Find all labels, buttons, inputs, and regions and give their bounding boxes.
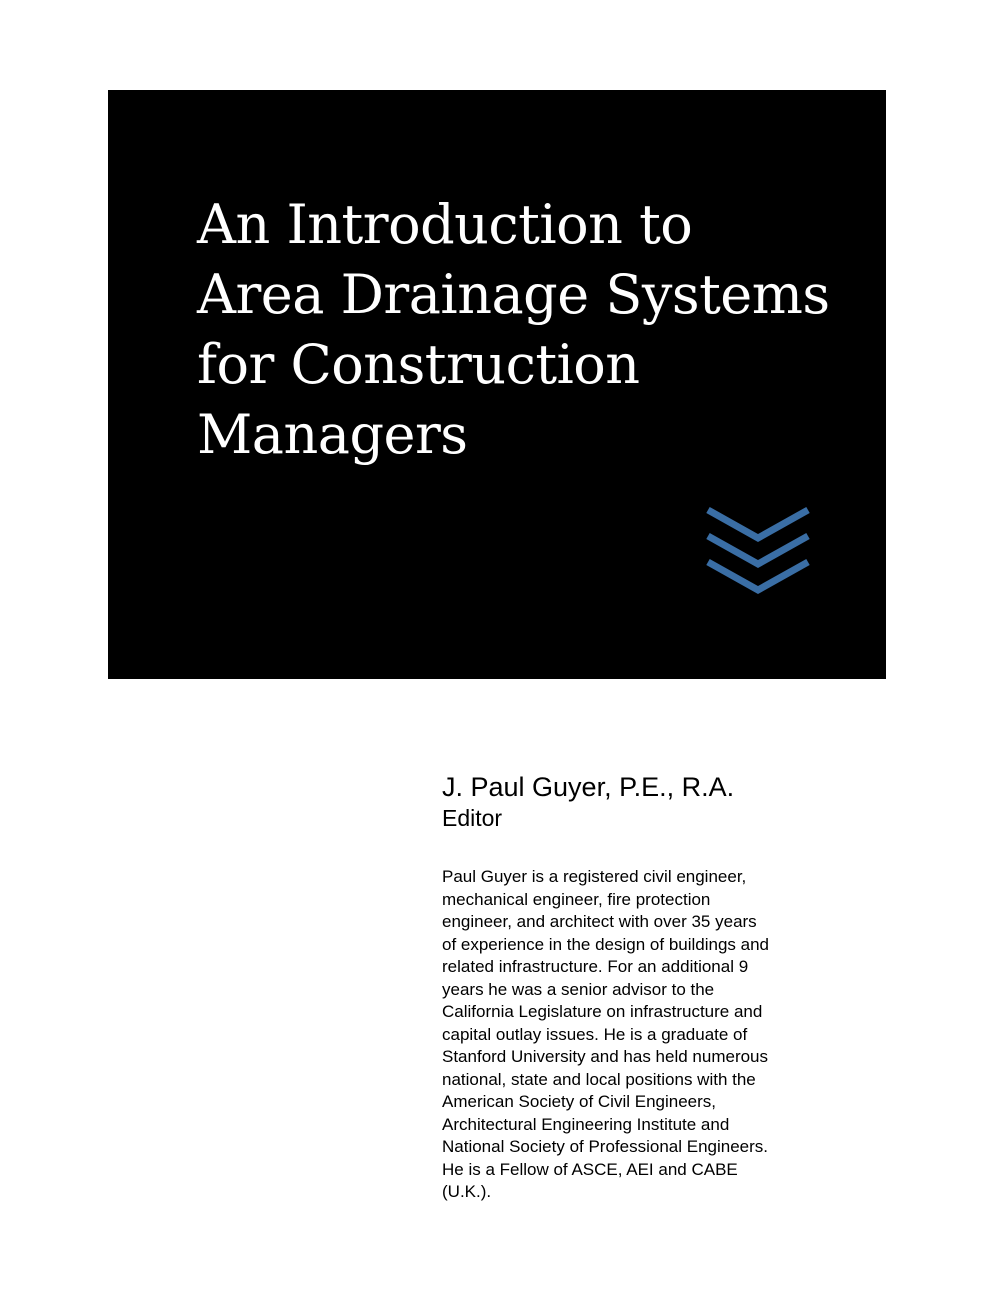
bio-line: Architectural Engineering Institute and <box>442 1114 730 1134</box>
author-bio <box>442 866 862 1204</box>
title-line-2: Area Drainage Systems <box>197 263 830 326</box>
author-block <box>442 770 862 1204</box>
bio-line: mechanical engineer, fire protection <box>442 889 711 909</box>
bio-line: related infrastructure. For an additional 9 <box>442 957 749 976</box>
title-line-3: for Construction <box>197 333 640 396</box>
bio-line: California Legislature on infrastructure and <box>442 1002 763 1021</box>
bio-line: of experience in the design of buildings and <box>442 934 770 954</box>
bio-line: engineer, and architect with over 35 years <box>442 912 757 931</box>
bio-line: American Society of Civil Engineers, <box>442 1092 717 1111</box>
cover-panel <box>108 90 886 679</box>
title-line-4: Managers <box>197 403 468 466</box>
author-name: J. Paul Guyer, P.E., R.A. <box>442 772 735 802</box>
bio-line: National Society of Professional Engineers. <box>442 1137 769 1156</box>
bio-line: (U.K.). <box>442 1182 492 1201</box>
bio-line: Stanford University and has held numerous <box>442 1047 769 1066</box>
bio-line: Paul Guyer is a registered civil engineer, <box>442 867 747 886</box>
author-role: Editor <box>442 805 503 831</box>
book-title <box>197 190 837 470</box>
bio-line: national, state and local positions with the <box>442 1069 756 1089</box>
bio-line: years he was a senior advisor to the <box>442 979 715 999</box>
bio-line: He is a Fellow of ASCE, AEI and CABE <box>442 1159 738 1179</box>
triple-chevron-down-icon <box>706 506 810 596</box>
title-line-1: An Introduction to <box>197 193 693 256</box>
bio-line: capital outlay issues. He is a graduate of <box>442 1024 748 1044</box>
